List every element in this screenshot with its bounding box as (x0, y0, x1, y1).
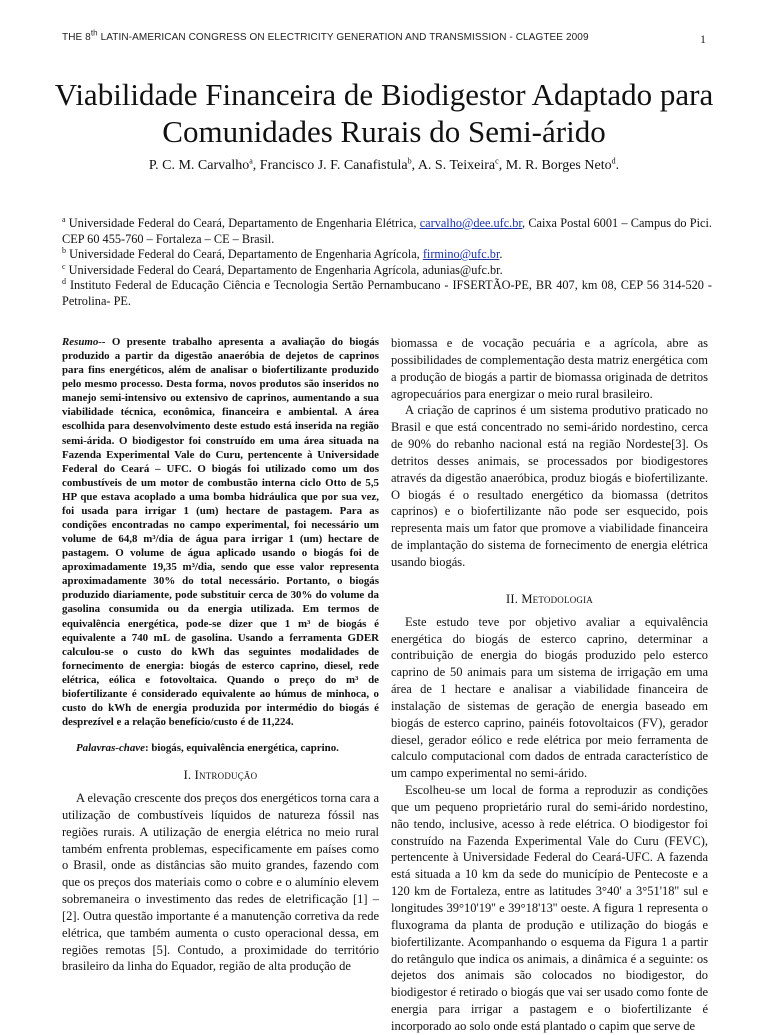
affiliation-d (62, 278, 712, 309)
paragraph: Escolheu-se um local de forma a reproduzir as condições que um pequeno proprietário rural do semi-árido nordestino, não tendo, inclusive, acesso à rede elétrica. O biodigestor foi construído na Fazenda Experimental Vale do Curu (FEVC), pertencente à Universidade Federal do Ceará-UFC. A fazenda está situada a 10 km da sede do município de Pentecoste e a 120 km de Fortaleza, entre as latitudes 3°40' a 3°51'18'' sul e longitudes 39°10'19'' e 39°18'13'' oeste. A figura 1 representa o fluxograma da planta de produção e utilização do biogás e biofertilizante. Acompanhando o esquema da Figura 1 a partir do retângulo que indica os animais, a dinâmica é a seguinte: os dejetos dos animais são colocados no biodigestor, do biodigestor é retirado o biogás que vai ser usado como fonte de energia para irrigar a pastagem e o biofertilizante é incorporado ao solo onde está plantado o capim que serve de (391, 783, 708, 1033)
affiliation-text: Instituto Federal de Educação Ciência e Tecnologia Sertão Pernambucano - IFSERTÃO-PE, BR 407, km 08, CEP 56 314-520 - Petrolina- PE. (62, 278, 712, 308)
paragraph: A criação de caprinos é um sistema produtivo praticado no Brasil e que está concentrado no semi-árido nordestino, cerca de 90% do rebanho nacional está na região Nordeste[3]. Os detritos desses animais, se processados por biodigestores através da digestão anaeróbica, produz biogás e biofertilizante. O biogás é o resultado energético da biomassa (detritos caprinos) e o biofertilizante não pode ser esquecido, pois representa mais um fator que promove a viabilidade financeira de implantação do sistema de fornecimento de energia elétrica usando biogás. (391, 403, 708, 569)
affiliation-mark: d (62, 276, 66, 286)
email-link-carvalho[interactable]: carvalho@dee.ufc.br (419, 216, 523, 230)
paragraph: A elevação crescente dos preços dos energéticos torna cara a utilização de combustíveis líquidos de natureza fóssil nas regiões rurais. A utilização de energia elétrica no meio rural também enfrenta problemas, especificamente em países como o Brasil, onde as distâncias são muito grandes, fazendo com que os preços dos materiais como o cobre e o alumínio elevem sobremaneira o investimento das redes de eletrificação [1] – [2]. Outra questão importante é a manutenção corretiva da rede elétrica, que também aumenta o custo operacional dessa, em regiões remotas [5]. Contudo, a proximidade do território brasileiro da linha do Equador, região de alta produção de (62, 791, 379, 974)
affiliation-text: Universidade Federal do Ceará, Departamento de Engenharia Agrícola, adunias@ufc.br. (65, 262, 503, 277)
affiliations (62, 216, 712, 309)
email-link-firmino[interactable]: firmino@ufc.br (422, 247, 500, 261)
affiliation-mark: a (62, 214, 66, 224)
section-heading-introduction: I. Introdução (183, 768, 258, 783)
right-column (391, 335, 708, 1035)
keywords-text: : biogás, equivalência energética, caprino. (144, 742, 339, 755)
affiliation-text: Universidade Federal do Ceará, Departamento de Engenharia Elétrica, (65, 216, 420, 230)
keywords (62, 741, 379, 755)
paper-title: Viabilidade Financeira de Biodigestor Adaptado para Comunidades Rurais do Semi-árido (54, 77, 714, 149)
affiliation-text: Universidade Federal do Ceará, Departamento de Engenharia Agrícola, (66, 247, 423, 261)
abstract-text: O presente trabalho apresenta a avaliação do biogás produzido a partir da digestão anaeróbia de dejetos de caprinos para fins energéticos, além de analisar o biofertilizante produzido pelo mesmo processo. Desta forma, novos produtos são inseridos no manejo semi-intensivo ou extensivo de caprinos, aumentando a sua viabilidade técnica, econômica, financeira e ambiental. A área escolhida para desenvolvimento deste estudo está inserida na região semi-árida. O biodigestor foi construído em uma área situada na Fazenda Experimental Vale do Curu, pertencente à Universidade Federal do Ceará – UFC. O biogás foi utilizado como um dos combustíveis de um motor de combustão interna ciclo Otto de 5,5 HP que estava acoplado a uma bomba hidráulica que por sua vez, foi usada para irrigar 1 (um) hectare de pastagem. Para as condições encontradas no campo experimental, foi necessário um volume de 64,8 m³/dia de água para irrigar 1 (um) hectare de pastagem. O volume de água aplicado usando o biogás foi de aproximadamente 19,35 m³/dia, sendo que esse valor representa aproximadamente 30% do total necessário. Portanto, o biogás produzido diariamente, pode substituir cerca de 30% do volume da gasolina consumida ou da energia utilizada. Em termos de equivalência energética, pode-se dizer que 1 m³ de biogás é equivalente a 740 mL de gasolina. Usando a ferramenta GDER calculou-se o custo do kWh das seguintes modalidades de fornecimento de energia: biogás de esterco caprino, diesel, rede elétrica, eólica e fotovoltaica. Quando o preço do m³ de biofertilizante é considerado equivalente ao húmus de minhoca, o custo do kWh de energia produzida por intermédio do biogás é desprezível e a relação benefício/custo é de 11,224. (62, 336, 379, 729)
paragraph: Este estudo teve por objetivo avaliar a equivalência energética do biogás de esterco caprino, determinar a contribuição de energia do biogás produzido pelo esterco caprino de 50 animais para um sistema de irrigação em uma área de 1 hectare e analisar a viabilidade financeira de instalação de sistemas de geração de energia baseado em biogás de esterco caprino, painéis fotovoltaicos (FV), gerador diesel, gerador eólico e rede elétrica por meio ferramenta de calculo computacional com dados de entrada característico de um campo experimental no semi-árido. (391, 614, 708, 781)
affiliation-text: . (499, 247, 503, 261)
left-column (62, 335, 379, 975)
affiliation-c (62, 263, 712, 279)
affiliation-mark: c (62, 261, 66, 271)
abstract-lead: Resumo-- (62, 336, 106, 348)
affiliation-a (62, 216, 712, 247)
abstract (62, 335, 379, 729)
author-list: P. C. M. Carvalho$^a$, Francisco J. F. Canafistula$^b$, A. S. Teixeira$^c$, M. R. Borges Neto$^d$. (148, 156, 620, 173)
paragraph: biomassa e de vocação pecuária e a agrícola, abre as possibilidades de complementação desta matriz energética com a produção de biogás a partir de biomassa originada de detritos agropecuários para energizar o meio rural brasileiro. (391, 336, 708, 401)
section-heading-methodology: II. Metodologia (505, 591, 593, 606)
running-head: THE 8th LATIN-AMERICAN CONGRESS ON ELECTRICITY GENERATION AND TRANSMISSION - CLAGTEE 2009 (62, 28, 589, 43)
page-number: 1 (700, 32, 706, 46)
affiliation-mark: b (62, 245, 66, 255)
keywords-lead: Palavras-chave (76, 742, 145, 755)
affiliation-b (62, 247, 712, 263)
affiliation-text: , Caixa Postal 6001 – Campus do Pici. CEP 60 455-760 – Fortaleza – CE – Brasil. (62, 216, 713, 246)
